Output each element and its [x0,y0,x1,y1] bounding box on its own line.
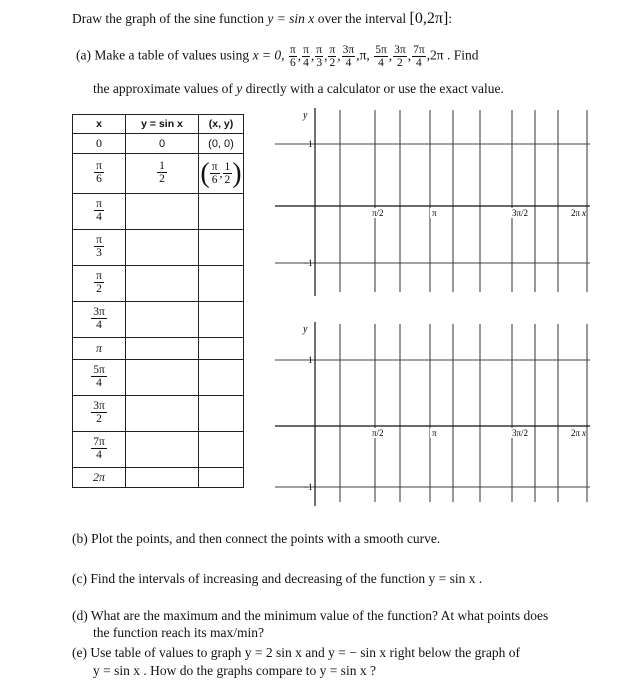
cell-y[interactable] [126,266,199,302]
part-e-line2: y = sin x . How do the graphs compare to y = sin x ? [93,663,376,678]
cell-y[interactable] [126,432,199,468]
header-xy: (x, y) [199,115,244,134]
cell-xy[interactable] [199,194,244,230]
part-b: (b) Plot the points, and then connect the points with a smooth curve. [72,531,441,546]
values-table [72,114,244,488]
header-y: y = sin x [126,115,199,134]
y-fraction: $\frac{1}{2}$ [159,160,165,185]
interval-label: [0,2π] [409,10,449,27]
cell-y[interactable] [126,396,199,432]
tick-label-1: 1 [308,355,313,365]
cell-x [73,432,126,468]
sine-graph-grid [275,108,590,298]
x-value-fraction: $\frac{\pi}{6}$ [289,44,296,69]
table-row [73,230,244,266]
cell-xy[interactable] [199,154,244,194]
x-value-fraction: $\frac{\pi}{2}$ [329,44,336,69]
cell-y[interactable] [126,230,199,266]
cell-xy[interactable] [199,468,244,488]
cell-x [73,194,126,230]
cell-xy[interactable] [199,230,244,266]
problem-title: Draw the graph of the sine function y = sin x over the interval [0,2π]: [72,10,453,27]
tick-label-1: 1 [308,139,313,149]
cell-x: π [73,338,126,360]
x-value-fraction: $\frac{\pi}{4}$ [303,44,309,69]
tick-label-neg1: −1 [303,482,313,492]
cell-y[interactable] [126,194,199,230]
cell-x: 0 [73,134,126,154]
cell-xy[interactable] [199,266,244,302]
x-tick-label: 3π/2 [512,208,529,218]
part-a-instruction: (a) Make a table of values using x = 0, $\frac{\pi}{6}$ , $\frac{\pi}{4}$ , $\frac{\pi}{3}$ , $\frac{\pi}{2}$ , $\frac{3\pi}{4}$ ,π, $\frac{5\pi}{4}$ , $\frac{3\pi}{2}$ , $\frac{7\pi}{4}$ ,2π . Find [76,44,479,69]
part-c: (c) Find the intervals of increasing and decreasing of the function y = sin x . [72,571,483,586]
cell-y[interactable] [126,468,199,488]
table-row [73,432,244,468]
x-fraction: $\frac{5\pi}{4}$ [93,364,105,389]
x-fraction: $\frac{3\pi}{4}$ [93,306,105,331]
part-a-instruction-line2: the approximate values of y directly with a calculator or use the exact value. [93,81,504,96]
table-row [73,134,244,154]
cell-xy[interactable]: (0, 0) [199,134,244,154]
x-fraction: $\frac{\pi}{3}$ [96,234,102,259]
x-tick-label: π/2 [372,208,384,218]
x-tick-label: π/2 [372,428,384,438]
part-e-line1: (e) Use table of values to graph y = 2 sin x and y = − sin x right below the graph of [72,645,520,660]
table-row [73,266,244,302]
x-fraction: $\frac{\pi}{6}$ [96,160,102,185]
header-x: x [73,115,126,134]
point-x-fraction: $\frac{\pi}{6}$ [211,161,218,186]
cell-x [73,360,126,396]
cell-x [73,230,126,266]
x-fraction: $\frac{\pi}{4}$ [96,198,102,223]
table-row [73,360,244,396]
x-axis-label: x [582,428,586,438]
tick-label-neg1: −1 [303,258,313,268]
point-y-fraction: $\frac{1}{2}$ [224,161,231,186]
x-value-fraction: $\frac{\pi}{3}$ [316,44,323,69]
cell-x [73,302,126,338]
x-tick-label: 2π [571,208,581,218]
x-fraction: $\frac{7\pi}{4}$ [93,436,105,461]
x-values-list-2: $\frac{5\pi}{4}$ , $\frac{3\pi}{2}$ , $\frac{7\pi}{4}$ [375,44,425,69]
x-fraction: $\frac{3\pi}{2}$ [93,400,105,425]
cell-x: 2π [73,468,126,488]
x-values-list: $\frac{\pi}{6}$ , $\frac{\pi}{4}$ , $\frac{\pi}{3}$ , $\frac{\pi}{2}$ , $\frac{3\pi}{4}$ [289,44,355,69]
x-value-fraction: $\frac{5\pi}{4}$ [375,44,387,69]
sine-function-label: y = sin x [267,11,315,26]
x-tick-label: 3π/2 [512,428,529,438]
x-tick-label: π [432,428,437,438]
point-value: ( $\frac{\pi}{6}$ , $\frac{1}{2}$ ) [200,157,242,189]
x-tick-label: 2π [571,428,581,438]
x-fraction: $\frac{\pi}{2}$ [96,270,102,295]
cell-xy[interactable] [199,338,244,360]
cell-x [73,266,126,302]
x-value-fraction: $\frac{3\pi}{4}$ [342,44,355,69]
y-axis-label: y [303,110,308,121]
cell-xy[interactable] [199,432,244,468]
cell-x [73,154,126,194]
y-axis-label: y [303,324,308,335]
cell-y[interactable] [126,302,199,338]
second-graph-grid [275,322,590,508]
x-axis-label: x [582,208,586,218]
cell-y[interactable] [126,154,199,194]
cell-xy[interactable] [199,302,244,338]
cell-y[interactable]: 0 [126,134,199,154]
table-row [73,302,244,338]
table-row [73,154,244,194]
cell-y[interactable] [126,360,199,396]
part-d-line2: the function reach its max/min? [93,625,264,640]
cell-xy[interactable] [199,360,244,396]
part-d-line1: (d) What are the maximum and the minimum value of the function? At what points does [72,608,549,623]
x-value-fraction: $\frac{3\pi}{2}$ [394,44,406,69]
x-value-fraction: $\frac{7\pi}{4}$ [413,44,425,69]
cell-x [73,396,126,432]
table-row [73,338,244,360]
table-row [73,396,244,432]
cell-xy[interactable] [199,396,244,432]
x-tick-label: π [432,208,437,218]
table-row [73,194,244,230]
table-row [73,468,244,488]
cell-y[interactable] [126,338,199,360]
